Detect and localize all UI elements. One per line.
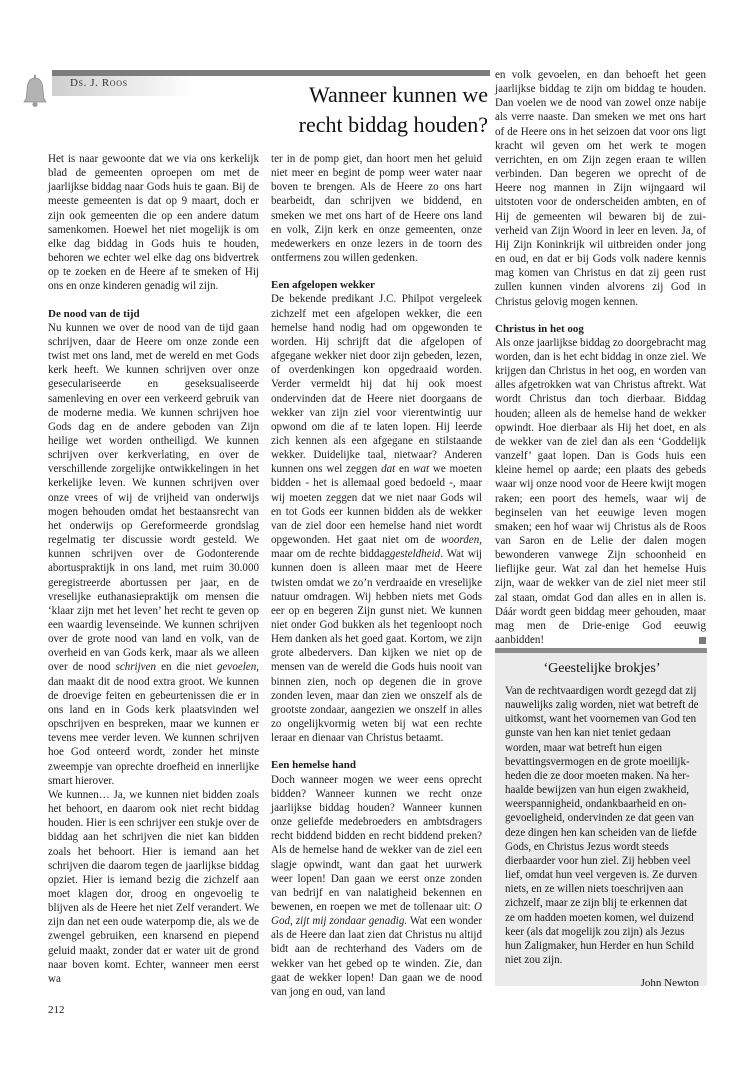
paragraph-nood: Nu kunnen we over de nood van de tijd gaan schrijven, daar de Heere om onze zonde een twist met ons land, met de wereld en met Gods kerk heeft. We kunnen schrijven over onze geseculariseerde en geseksualiseerde samenleving en over een verkeerd gebruik van de moderne media. We kunnen schrijven hoe Gods dag en de andere geboden van Zijn heilige wet worden ontheiligd. We kunnen schrijven over kerkverlating, en over de verschillende zorgelijke ontwikkelingen in het kerkelijke leven. We kunnen schrijven over onze vrees of wij de vrijheid van onderwijs mogen behouden omdat het bestaansrecht van het onderwijs op Gereformeerde grondslag regelmatig ter discussie wordt gesteld. We kunnen schrijven over de Godonterende abortuspraktijk in ons land, met ruim 30.000 geregistreerde abortussen per jaar, en de vreselijke euthanasiepraktijk om mensen die ‘klaar zijn met het leven’ het recht te geven op een waardig levenseinde. We kunnen schrijven over de grote nood van land en volk, van de overheid en van Gods kerk, maar als we alleen over de nood schrijven en die niet gevoelen, dan maakt dit de nood extra groot. We kunnen de droevige feiten en gebeurtenissen die er in ons land en in Gods kerk plaatsvinden wel opschrijven en bespreken, maar we kunnen er tevens mee verder leven. We kunnen schrijven hoe God onteerd wordt, zonder het minste zweempje van oprechte droefheid en innerlijke smart hierover. (48, 321, 260, 787)
section-heading-wekker: Een afgelopen wekker (271, 279, 375, 292)
quote-box-author: John Newton (640, 977, 699, 990)
paragraph-pomp: ter in de pomp giet, dan hoort men het geluid niet meer en begint de pomp weer water naar boven te brengen. Als de Heere zo ons hart bearbeidt, dan schrijven we biddend, en smeken we met ons hart of de Heere ons land en volk, Zijn kerk en onze gemeenten, onze medewerkers en onze lezers in de toorn des ontfermens zou willen gedenken. (271, 153, 482, 265)
paragraph-volk: en volk gevoelen, en dan behoeft het geen jaarlijkse biddag te zijn om biddag te houden. Dan voelen we de nood van zowel onze nabije als verre naaste. Dan smeken we met ons hart of de Heere ons in het seizoen dat voor ons ligt kracht wil geven om het werk te mogen verrichten, en om Zijn zegen eraan te willen verbinden. Dan begeren we oprecht of de Heere nog mannen in Zijn wijngaard wil uitstoten voor de onderscheiden ambten, en of Hij de gemeenten wil bewaren bij de zuiverheid van Zijn Woord in leer en leven. Ja, of Hij Zijn Koninkrijk wil uitbreiden onder jong en oud, en dat er bij Gods volk nadere kennis mag komen van Christus en dat zij geen rust zullen kunnen vinden alvorens zij God in Christus gelovig mogen kennen. (495, 69, 706, 308)
column-3 (495, 68, 706, 647)
column-1 (48, 152, 259, 986)
paragraph-we-kunnen: We kunnen… Ja, we kunnen niet bidden zoals het behoort, en daarom ook niet recht biddag houden. Hier is een schrijver een stukje over de biddag aan het schrijven die niet kan bidden zoals het behoort. Hier is iemand aan het schrijven die daarom tegen de jaarlijkse biddag opziet. Hier is iemand bezig die zichzelf aan moet klagen dor, droog en ongevoelig te blijven als de Heere het niet Zelf verandert. We zijn dan net een oude waterpomp die, als we de zwengel gebruiken, een knarsend en piepend geluid maakt, zonder dat er water uit de grond naar boven komt. Echter, wanneer men eerst wa (48, 788, 259, 985)
article-title (210, 80, 488, 140)
title-line-2: recht biddag houden? (298, 112, 488, 137)
section-heading-hand: Een hemelse hand (271, 759, 356, 772)
paragraph-hand: Doch wanneer mogen we weer eens oprecht bidden? Wanneer kunnen we recht onze jaarlijkse biddag houden? Wanneer kunnen onze geliefde medebroeders en ambtsdragers recht biddend bidden en recht biddend preken? Als de hemelse hand de wekker van de ziel een slagje opwindt, want dan gaat het uurwerk weer lopen! Dan gaan we eerst onze zonden van bedrijf en van nalatigheid bekennen en bewenen, en roepen we met de tollenaar uit: O God, zijt mij zondaar genadig. Wat een wonder als de Heere dan laat zien dat Christus nu altijd bidt aan de rechterhand des Vaders om de wekker van het gebed op te winden. Zie, dan gaat de wekker lopen! Dan gaan we de nood van jong en oud, van land (271, 773, 483, 998)
intro-paragraph: Het is naar gewoonte dat we via ons kerkelijk blad de gemeenten oproepen om met de jaarlijkse biddag naar Gods huis te gaan. Bij de meeste gemeenten is dat op 9 maart, doch er zijn ook gemeenten die op een andere datum samenkomen. Hoewel het niet mogelijk is om elke dag biddag in Gods huis te houden, behoren we echter wel elke dag ons bidvertrek op te zoeken en de Heere af te smeken of Hij ons en onze kinderen genadig wil zijn. (48, 153, 259, 293)
quote-box (495, 648, 707, 990)
end-mark-icon (699, 637, 706, 644)
quote-box-text: Van de rechtvaardigen wordt gezegd dat zij nauwelijks zalig worden, niet wat betreft de uitkomst, want het voornemen van God ten gunste van hen kan niet teniet gedaan worden, maar wat betreft hun eigen bevattingsvermogen en de grote moeilijkheden die ze door moeten maken. Na herhaalde bewijzen van hun eigen zwakheid, weerspannigheid, ondankbaarheid en ongevoeligheid, ondervinden ze dat geen van deze dingen hen kan scheiden van de liefde Gods, en Christus Jezus wordt steeds dierbaarder voor hun ziel. Zij hebben veel lief, omdat hun veel vergeven is. Ze durven niets, en ze willen niets toeschrijven aan zichzelf, maar ze zijn blij te erkennen dat ze om hadden moeten komen, wel duizend keer (als dat mogelijk zou zijn) als Jezus hun Zaligmaker, hun Herder en hun Schild niet zou zijn. (505, 685, 699, 966)
bell-icon (21, 74, 49, 110)
section-heading-oog: Christus in het oog (495, 322, 584, 335)
paragraph-oog: Als onze jaarlijkse biddag zo doorgebracht mag worden, dan is het echt biddag in onze ziel. We krijgen dan Christus in het oog, en worden van alles afgetrokken wat van Christus aftrekt. Wat wordt Christus dan toch dierbaar. Biddag houden; alleen als de hemelse hand de wekker opwindt. Hoe dierbaar als Hij het doet, en als de wekker van de ziel dan als een ‘Goddelijk vanzelf’ gaat lopen. Dan is Gods huis een kleine hemel op aarde; een plaats des gebeds waar wij onze nood voor de Heere kwijt mogen raken; een poort des hemels, waar wij de beginselen van het eeuwige leven mogen smaken; een hof waar wij Christus als de Roos van Saron en de Lelie der dalen mogen bewonderen vanwege Zijn schoonheid en lieflijke geur. Wat zal dan het hemelse Huis zijn, waar de wekker van de ziel niet meer stil zal staan, omdat God dan alles en in allen is. Dáár wordt geen biddag meer gehouden, maar mag men de Drie-enige God eeuwig aanbidden! (495, 336, 706, 647)
paragraph-wekker: De bekende predikant J.C. Philpot vergeleek zichzelf met een afgelopen wekker, die een hemelse hand nodig had om opgewonden te worden. Hij schrijft dat die afgelopen of afgegane wekker niet door zijn gebeden, lezen, of overdenkingen kon opgedraaid worden. Verder vermeldt hij dat hij ook moest ondervinden dat de Heere niet doorgaans de wekker van zijn ziel voor vierentwintig uur opwond om die af te laten lopen. Hij leerde zich kennen als een afgegane en stilstaande wekker. Duidelijke taal, nietwaar? Anderen kunnen ons wel zeggen dat en wat we moeten bidden - het is allemaal goed bedoeld -, maar wij moeten zeggen dat we niet naar Gods wil en tot Gods eer kunnen bidden als de wekker van de ziel door een hemelse hand niet wordt opgewonden. Het gaat niet om de woorden, maar om de rechte biddaggesteldheid. Wat wij kunnen doen is alleen maar met de Heere twisten omdat we zo’n verdraaide en vreselijke natuur omdragen. Wij hebben niets met Gods eer op en begeren Zijn gunst niet. We kunnen niet onder God bukken als het tegenloopt noch Hem danken als het goed gaat. Kortom, we zijn grote albedervers. Dan kijken we niet op de mensen van de wereld die Gods huis nooit van binnen zien, noch op degenen die in grove zonden leven, maar dan zien we onszelf als de grootste zondaar, aangezien we onszelf in alles zo ongelijkvormig weten bij wat een rechte leraar en dienaar van Christus betaamt. (271, 293, 483, 745)
quote-box-title: ‘Geestelijke brokjes’ (543, 661, 661, 676)
title-line-1: Wanneer kunnen we (308, 82, 488, 107)
column-2 (271, 152, 482, 999)
page-number: 212 (48, 1004, 65, 1016)
author-name: Ds. J. Roos (70, 77, 128, 89)
section-heading-nood: De nood van de tijd (48, 307, 140, 320)
